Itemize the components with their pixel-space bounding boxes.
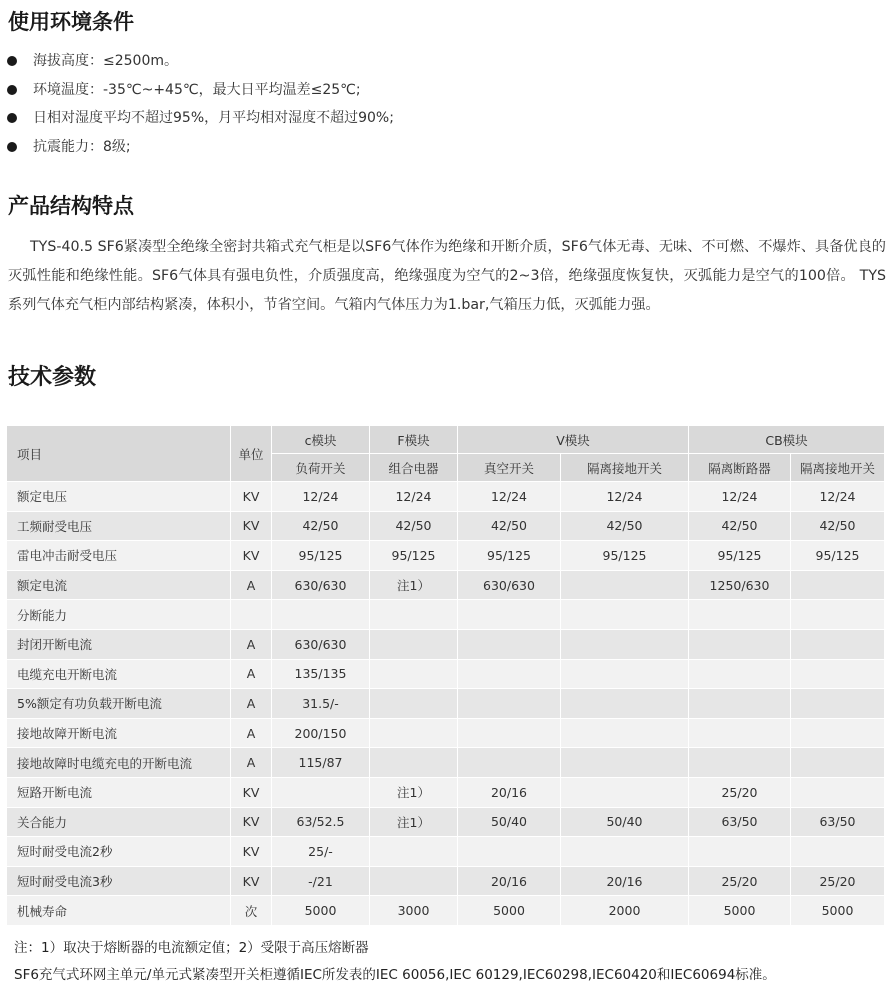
- row-value-cell: [791, 600, 885, 630]
- row-value-cell: 注1）: [370, 807, 458, 837]
- row-value-cell: 12/24: [272, 482, 370, 512]
- row-value-cell: [791, 837, 885, 867]
- row-value-cell: 5000: [272, 896, 370, 926]
- list-item: 环境温度：-35℃~+45℃，最大日平均温差≤25℃;: [0, 76, 394, 105]
- row-value-cell: [689, 718, 791, 748]
- spec-table: [6, 425, 885, 926]
- row-value-cell: [561, 777, 689, 807]
- row-value-cell: [689, 748, 791, 778]
- list-item: 抗震能力：8级;: [0, 133, 394, 162]
- table-header: [7, 426, 885, 482]
- row-item-cell: 短时耐受电流3秒: [7, 866, 231, 896]
- row-unit-cell: A: [231, 659, 272, 689]
- row-value-cell: 42/50: [272, 511, 370, 541]
- table-row: [7, 570, 885, 600]
- row-item-cell: 接地故障开断电流: [7, 718, 231, 748]
- row-value-cell: 12/24: [370, 482, 458, 512]
- row-unit-cell: A: [231, 570, 272, 600]
- row-unit-cell: A: [231, 689, 272, 719]
- row-value-cell: [370, 600, 458, 630]
- row-value-cell: [458, 718, 561, 748]
- row-value-cell: 95/125: [689, 541, 791, 571]
- row-value-cell: [689, 689, 791, 719]
- row-value-cell: 25/20: [791, 866, 885, 896]
- row-value-cell: 20/16: [458, 777, 561, 807]
- list-item: 海拔高度：≤2500m。: [0, 47, 394, 76]
- row-value-cell: [561, 659, 689, 689]
- row-unit-cell: KV: [231, 837, 272, 867]
- row-value-cell: [561, 718, 689, 748]
- row-value-cell: -/21: [272, 866, 370, 896]
- row-value-cell: 20/16: [458, 866, 561, 896]
- section-title-structure: 产品结构特点: [8, 194, 134, 218]
- row-value-cell: [689, 659, 791, 689]
- header-group: V模块: [458, 426, 689, 454]
- row-value-cell: 630/630: [272, 570, 370, 600]
- row-value-cell: 42/50: [791, 511, 885, 541]
- row-value-cell: [561, 629, 689, 659]
- row-value-cell: [370, 866, 458, 896]
- row-item-cell: 电缆充电开断电流: [7, 659, 231, 689]
- row-unit-cell: A: [231, 718, 272, 748]
- row-value-cell: 42/50: [689, 511, 791, 541]
- row-unit-cell: [231, 600, 272, 630]
- row-value-cell: [791, 748, 885, 778]
- section-title-conditions: 使用环境条件: [8, 10, 134, 34]
- row-value-cell: [689, 629, 791, 659]
- row-unit-cell: A: [231, 748, 272, 778]
- bullet-icon: [7, 85, 17, 95]
- table-row: [7, 600, 885, 630]
- row-value-cell: 注1）: [370, 570, 458, 600]
- table-body: [7, 482, 885, 926]
- standards-note: SF6充气式环网主单元/单元式紧凑型开关柜遵循IEC所发表的IEC 60056,IEC 60129,IEC60298,IEC60420和IEC60694标准。: [14, 967, 776, 983]
- table-row: [7, 777, 885, 807]
- row-unit-cell: KV: [231, 482, 272, 512]
- row-value-cell: [791, 629, 885, 659]
- table-row: [7, 659, 885, 689]
- row-value-cell: [370, 629, 458, 659]
- paragraph-text: TYS-40.5 SF6紧凑型全绝缘全密封共箱式充气柜是以SF6气体作为绝缘和开断介质，SF6气体无毒、无味、不可燃、不爆炸、具备优良的灭弧性能和绝缘性能。SF6气体具有强电负性，介质强度高，绝缘强度为空气的2~3倍，绝缘强度恢复快，灭弧能力是空气的100倍。 TYS 系列气体充气柜内部结构紧凑，体积小，节省空间。气箱内气体压力为1.bar,气箱压力低，灭弧能力强。: [8, 239, 886, 313]
- row-item-cell: 接地故障时电缆充电的开断电流: [7, 748, 231, 778]
- header-subcolumn: 隔离接地开关: [561, 454, 689, 482]
- table-row: [7, 748, 885, 778]
- row-value-cell: [689, 837, 791, 867]
- bullet-icon: [7, 142, 17, 152]
- table-row: [7, 718, 885, 748]
- header-group: F模块: [370, 426, 458, 454]
- row-value-cell: [458, 748, 561, 778]
- table-row: [7, 896, 885, 926]
- table-row: [7, 511, 885, 541]
- row-value-cell: 12/24: [561, 482, 689, 512]
- row-value-cell: 95/125: [458, 541, 561, 571]
- row-value-cell: [458, 600, 561, 630]
- row-unit-cell: 次: [231, 896, 272, 926]
- row-item-cell: 关合能力: [7, 807, 231, 837]
- row-item-cell: 机械寿命: [7, 896, 231, 926]
- row-value-cell: 12/24: [458, 482, 561, 512]
- row-value-cell: [370, 837, 458, 867]
- header-group: CB模块: [689, 426, 885, 454]
- row-value-cell: [370, 689, 458, 719]
- row-value-cell: 25/20: [689, 777, 791, 807]
- row-value-cell: 42/50: [561, 511, 689, 541]
- row-value-cell: 1250/630: [689, 570, 791, 600]
- row-value-cell: [561, 600, 689, 630]
- table-note: 注：1）取决于熔断器的电流额定值；2）受限于高压熔断器: [14, 940, 369, 956]
- header-subcolumn: 隔离接地开关: [791, 454, 885, 482]
- row-item-cell: 额定电流: [7, 570, 231, 600]
- list-item: 日相对湿度平均不超过95%，月平均相对湿度不超过90%;: [0, 104, 394, 133]
- row-value-cell: 12/24: [791, 482, 885, 512]
- row-unit-cell: KV: [231, 511, 272, 541]
- row-value-cell: 200/150: [272, 718, 370, 748]
- row-value-cell: [791, 659, 885, 689]
- row-value-cell: [561, 689, 689, 719]
- bullet-icon: [7, 56, 17, 66]
- row-value-cell: 95/125: [561, 541, 689, 571]
- row-item-cell: 5%额定有功负载开断电流: [7, 689, 231, 719]
- row-value-cell: 63/50: [791, 807, 885, 837]
- table-row: [7, 866, 885, 896]
- row-item-cell: 工频耐受电压: [7, 511, 231, 541]
- row-value-cell: [370, 748, 458, 778]
- header-unit: 单位: [231, 426, 272, 482]
- row-value-cell: 115/87: [272, 748, 370, 778]
- row-value-cell: 50/40: [561, 807, 689, 837]
- row-value-cell: [458, 837, 561, 867]
- row-value-cell: [370, 659, 458, 689]
- row-unit-cell: KV: [231, 777, 272, 807]
- row-value-cell: 50/40: [458, 807, 561, 837]
- row-value-cell: 5000: [458, 896, 561, 926]
- row-value-cell: 42/50: [370, 511, 458, 541]
- row-value-cell: 3000: [370, 896, 458, 926]
- row-value-cell: [370, 718, 458, 748]
- row-value-cell: 42/50: [458, 511, 561, 541]
- row-value-cell: [458, 689, 561, 719]
- row-value-cell: [561, 748, 689, 778]
- conditions-list: [0, 47, 394, 161]
- row-value-cell: 95/125: [272, 541, 370, 571]
- row-value-cell: [272, 600, 370, 630]
- row-value-cell: [272, 777, 370, 807]
- row-value-cell: 5000: [689, 896, 791, 926]
- row-value-cell: 12/24: [689, 482, 791, 512]
- row-unit-cell: KV: [231, 807, 272, 837]
- header-subcolumn: 隔离断路器: [689, 454, 791, 482]
- row-value-cell: 95/125: [791, 541, 885, 571]
- row-unit-cell: A: [231, 629, 272, 659]
- row-value-cell: 630/630: [272, 629, 370, 659]
- row-value-cell: 63/50: [689, 807, 791, 837]
- table-row: [7, 807, 885, 837]
- row-value-cell: 20/16: [561, 866, 689, 896]
- row-value-cell: 25/-: [272, 837, 370, 867]
- table-row: [7, 482, 885, 512]
- table-row: [7, 837, 885, 867]
- header-item: 项目: [7, 426, 231, 482]
- header-group: c模块: [272, 426, 370, 454]
- row-value-cell: 25/20: [689, 866, 791, 896]
- table-header-row: [7, 426, 885, 454]
- row-value-cell: 135/135: [272, 659, 370, 689]
- row-value-cell: 95/125: [370, 541, 458, 571]
- row-item-cell: 分断能力: [7, 600, 231, 630]
- header-subcolumn: 真空开关: [458, 454, 561, 482]
- row-value-cell: 63/52.5: [272, 807, 370, 837]
- row-unit-cell: KV: [231, 541, 272, 571]
- row-value-cell: 2000: [561, 896, 689, 926]
- row-value-cell: 5000: [791, 896, 885, 926]
- section-title-parameters: 技术参数: [8, 365, 97, 390]
- row-value-cell: 注1）: [370, 777, 458, 807]
- row-unit-cell: KV: [231, 866, 272, 896]
- row-item-cell: 短时耐受电流2秒: [7, 837, 231, 867]
- row-value-cell: [791, 718, 885, 748]
- row-value-cell: [561, 570, 689, 600]
- table-row: [7, 541, 885, 571]
- table-row: [7, 689, 885, 719]
- row-item-cell: 额定电压: [7, 482, 231, 512]
- header-subcolumn: 组合电器: [370, 454, 458, 482]
- row-value-cell: [458, 659, 561, 689]
- bullet-icon: [7, 113, 17, 123]
- row-value-cell: [689, 600, 791, 630]
- table-row: [7, 629, 885, 659]
- row-item-cell: 封闭开断电流: [7, 629, 231, 659]
- row-value-cell: [791, 689, 885, 719]
- row-value-cell: [561, 837, 689, 867]
- header-subcolumn: 负荷开关: [272, 454, 370, 482]
- row-value-cell: [791, 777, 885, 807]
- row-value-cell: 630/630: [458, 570, 561, 600]
- row-item-cell: 短路开断电流: [7, 777, 231, 807]
- row-value-cell: 31.5/-: [272, 689, 370, 719]
- row-value-cell: [791, 570, 885, 600]
- structure-paragraph: [8, 233, 886, 320]
- row-item-cell: 雷电冲击耐受电压: [7, 541, 231, 571]
- row-value-cell: [458, 629, 561, 659]
